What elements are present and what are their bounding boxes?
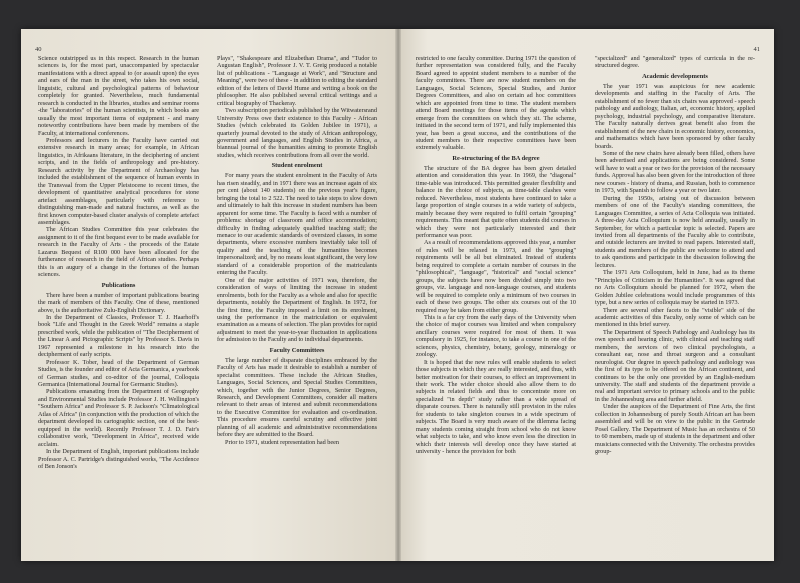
paragraph: Professor K. Tober, head of the Department of German Studies, is the founder and editor of Acta Germanica, a yearbook of German studies, and co-editor of the journal, Colloquia Germanica (International Journal for Germanic Studies). (38, 358, 199, 389)
paragraph: The large number of disparate disciplines embraced by the Faculty of Arts has made it desirable to establish a number of specialist committees. These include the African Studies, Languages, Social Sciences, and Special Studies Committees, which, together with the Junior Degrees, Senior Degrees, Research, and Development Committees, consider all matters relevant to their areas of interest and submit recommendations to the Executive Committee for evaluation and co-ordination. This procedure ensures careful scrutiny and effective joint planning of all academic and administrative recommendations before they are submitted to the Board. (217, 356, 377, 439)
paragraph: The Department of Speech Pathology and Audiology has its own speech and hearing clinic, with clinical and teaching staff members, the services of two clinical psychologists, a consultant ear, nose and throat surgeon and a consultant neurologist. Our degree in speech pathology and audiology was the first of its type to be offered on the African continent, and continues to be the only one provided by an English-medium university. The staff and students of the department provide a real and important service to primary schools and to the public in the Johannesburg area and further afield. (595, 328, 755, 403)
paragraph: There have been a number of important publications bearing the mark of members of this Faculty. One of these, mentioned above, is the authoritative Zulu-English Dictionary. (38, 291, 199, 314)
paragraph: Professors and lecturers in the Faculty have carried out extensive research in many areas; for example, in African linguistics, in Afrikaans literature, in the deciphering of ancient scripts, and in the fields of anthropology and pre-history. Research activity by the Department of Archaeology has included the establishment of the sequence of human events in the Transvaal from the Upper Pleistocene to recent times, the development of quantitative analytical procedures for stone artefact assemblages, particularly with reference to distinguishing man-made and natural fractures, as well as the first known computer-based cluster analysis of complete artefact assemblages. (38, 136, 199, 226)
paragraph: The structure of the BA degree has been given detailed attention and consideration this year. In 1969, the "diagonal" time-table was introduced. This permitted greater flexibility and balance in the choice of subjects, as time-table clashes were reduced. Nevertheless, most students have continued to take a large proportion of single courses in a wide variety of subjects, mainly because they were required to fulfil certain "grouping" requirements. This meant that quite often students did courses in which they were not particularly interested and their performance was poor. (416, 164, 576, 239)
right-page-column-2 (595, 55, 755, 555)
right-page-column-1 (416, 55, 576, 555)
book-spread (21, 29, 774, 561)
left-page-column-2 (217, 55, 377, 555)
paragraph: restricted to one faculty committee. During 1971 the question of further representation was considered fully, and the Faculty Board agreed to appoint student members to a number of the faculty committees. There are now student members on the Languages, Social Sciences, Special Studies, and Junior Degrees Committees, and also on certain ad hoc committees which are appointed from time to time. The student members attend Board meetings for those items of the agenda which emerge from the committees on which they sit. The scheme, initiated in the second term of 1971, and fully implemented this year, has been a great success, and the contributions of the student members to their respective committees have been extremely valuable. (416, 55, 576, 152)
book-gutter (395, 29, 401, 561)
paragraph: During the 1950s, arising out of discussion between members of one of the Faculty's standing committees, the Languages Committee, a series of Acta Colloquia was initiated. A three-day Acta Colloquium is now held annually, usually in September, for which a particular topic is selected. Papers are invited from all departments of the Faculty able to contribute, and outside lecturers are invited to read papers. Interested staff, students and members of the public are welcome to attend and to ask questions and participate in the discussion following the lectures. (595, 194, 755, 269)
paragraph: In the Department of English, important publications include Professor A. C. Partridge's distinguished works, "The Accidence of Ben Jonson's (38, 448, 199, 471)
section-heading-publications: Publications (101, 281, 136, 289)
left-page-column-1 (38, 55, 199, 555)
paragraph: It is hoped that the new rules will enable students to select those subjects in which they are really interested, and thus, with better motivation for their courses, to effect an improvement in their work. The wider choice should also allow them to do subjects in related fields and thus to concentrate more on specialized "in depth" study rather than a wide spread of disparate courses. There is naturally still provision in the rules for students to take singleton courses in a wide spectrum of subjects. The Board is very much aware of the dilemma facing many students coming straight from school who do not know what subjects to take, and who know even less the direction in which their interests will develop once they have started at university - hence the provision for both (416, 358, 576, 456)
paragraph: Under the auspices of the Department of Fine Arts, the first collection in Johannesburg of purely South African art has been assembled and will be on view to the public in the Gertrude Posel Gallery. The Department of Music has an orchestra of 50 to 60 members, made up of students in the department and other musicians connected with the University. The orchestra provides group- (595, 403, 755, 456)
paragraph: Some of the new chairs have already been filled, others have been advertised and applications are being considered. Some will have to wait a year or two for the provision of the necessary funds. Approval has also been given for the introduction of three new courses - history of drama, and Russian, both to commence in 1973, with Spanish to follow a year or two later. (595, 149, 755, 195)
paragraph: Prior to 1971, student representation had been (225, 438, 339, 446)
left-page (21, 29, 398, 561)
paragraph: Science outstripped us in this respect. Research in the human sciences is, for the most part, unaccompanied by spectacular manifestations with a direct appeal to (or assault upon) the eyes and ears of the man in the street, who takes his own social, linguistic, cultural and psychological patterns of behaviour completely for granted. Nevertheless, much fundamental research is conducted in the libraries, studies and seminar rooms -the "laboratories" of the human scientists, in which books are usually the most important items of equipment - and many noteworthy contributions have been made by members of the Faculty, at international conferences. (38, 55, 199, 137)
paragraph: For many years the student enrolment in the Faculty of Arts has risen steadily, and in 1971 there was an increase again of six per cent (about 140 students) on the previous year's figure, bringing the total to 2 522. The need to take steps to slow down and ultimately to halt this increase in student numbers has been apparent for some time. The Faculty is faced with a number of problems: shortage of classroom and office accommodation; difficulty in finding adequately qualified teaching staff; the menace to our academic standards of oversized classes, in some departments, where excessive numbers inevitably take toll of quality and the teaching of the humanities becomes impersonalized; and, by no means least significant, the very low standard of a considerable proportion of the matriculants entering the Faculty. (217, 172, 377, 277)
page-number-left: 40 (35, 46, 42, 53)
section-heading-student-enrolment: Student enrolment (271, 162, 323, 170)
paragraph: There are several other facets to the "visible" side of the academic activities of this Faculty, only some of which can be mentioned in this brief survey. (595, 306, 755, 329)
section-heading-ba-restructuring: Re-structuring of the BA degree (452, 154, 540, 162)
paragraph: This is a far cry from the early days of the University when the choice of major courses was limited and when compulsory ancillary courses were required for most of them. It was compulsory in 1925, for instance, to take a course in one of the sciences, physics, chemistry, botany, geology, mineralogy or zoology. (416, 313, 576, 359)
paragraph: Two subscription periodicals published by the Witwatersrand University Press owe their existence to this Faculty - African Studies (which celebrated its Golden Jubilee in 1971), a quarterly journal devoted to the study of African anthropology, government and languages, and English Studies in Africa, a biannual journal of the humanities aiming to promote English studies, which receives contributions from all over the world. (217, 107, 377, 159)
paragraph: Plays", "Shakespeare and Elizabethan Drama", and "Tudor to Augustan English", Professor J. V. T. Greig produced a notable list of publications - "Language at Work", and "Structure and Meaning", were two of these - in addition to editing the standard edition of the letters of David Hume and writing a book on the philosopher. He also published several critical writings and a critical biography of Thackeray. (217, 55, 377, 107)
paragraph: In the Department of Classics, Professor T. J. Haarhoff's book "Life and Thought in the Greek World" remains a staple prescribed work, while the publication of "The Decipherment of the Linear A and Pictographic Scripts" by Professor S. Davis in 1967 represented a milestone in his research into the decipherment of early scripts. (38, 313, 199, 359)
section-heading-academic-developments: Academic developments (642, 72, 708, 80)
right-page (398, 29, 774, 561)
section-heading-faculty-committees: Faculty Committees (269, 346, 325, 354)
paragraph: As a result of recommendations approved this year, a number of rules will be relaxed in 1973, and the "grouping" requirements will be all but eliminated. Instead of students being required to complete a certain number of courses in the "philosophical", "language", "historical" and "social science" groups, the subjects have now been divided simply into two groups, viz. language and non-language courses, and students will be required to complete only a minimum of two courses in each of these two groups. The other six courses out of the 10 required may be taken from either group. (416, 239, 576, 314)
paragraph: The 1971 Arts Colloquium, held in June, had as its theme "Principles of Criticism in the Humanities". It was agreed that no Arts Colloquium should be planned for 1972, when the Golden Jubilee celebrations would include programmes of this type, but a new series of colloquia may be started in 1973. (595, 269, 755, 307)
paragraph: Publications emanating from the Department of Geography and Environmental Studies include Professor J. H. Wellington's "Southern Africa" and Professor S. P. Jackson's "Climatological Atlas of Africa" (in conjunction with the production of which the department developed its cartographic section, one of the best-equipped in the world). Recently Professor T. J. D. Fair's collaborative work, "Development in Africa", received wide acclaim. (38, 388, 199, 448)
paragraph: One of the major activities of 1971 was, therefore, the consideration of ways of limiting the increase in student enrolments, both for the Faculty as a whole and also for specific departments, notably the Department of English. In 1972, for the first time, the Faculty imposed a limit on its enrolment, using the performance in the matriculation or equivalent examination as a means of selection. The plan provides for rapid adjustment to meet the year-to-year fluctuation in applications for admission to the Faculty and to individual departments. (217, 276, 377, 344)
paragraph: The African Studies Committee this year celebrates the assignment to it of the first bequest ever to be made available for research in the Faculty of Arts - the proceeds of the Estate Lazarus Bequest of R100 000 have been allocated for the furtherance of research in the field of African studies. Perhaps this is an augury of a change in the fortunes of the human sciences. (38, 226, 199, 279)
paragraph: The year 1971 was auspicious for new academic developments and staffing in the Faculty of Arts. The establishment of no fewer than six chairs was approved - speech pathology and audiology, Italian, art, economic history, applied psychology, industrial psychology, and comparative literature. The Faculty naturally derives great benefit also from the establishment of the new chairs in economic history, economics, and mathematics which have been sponsored by other faculty boards. (595, 82, 755, 150)
page-number-right: 41 (753, 46, 760, 53)
paragraph: "specialized" and "generalized" types of curricula in the re-structured degree. (595, 55, 755, 70)
